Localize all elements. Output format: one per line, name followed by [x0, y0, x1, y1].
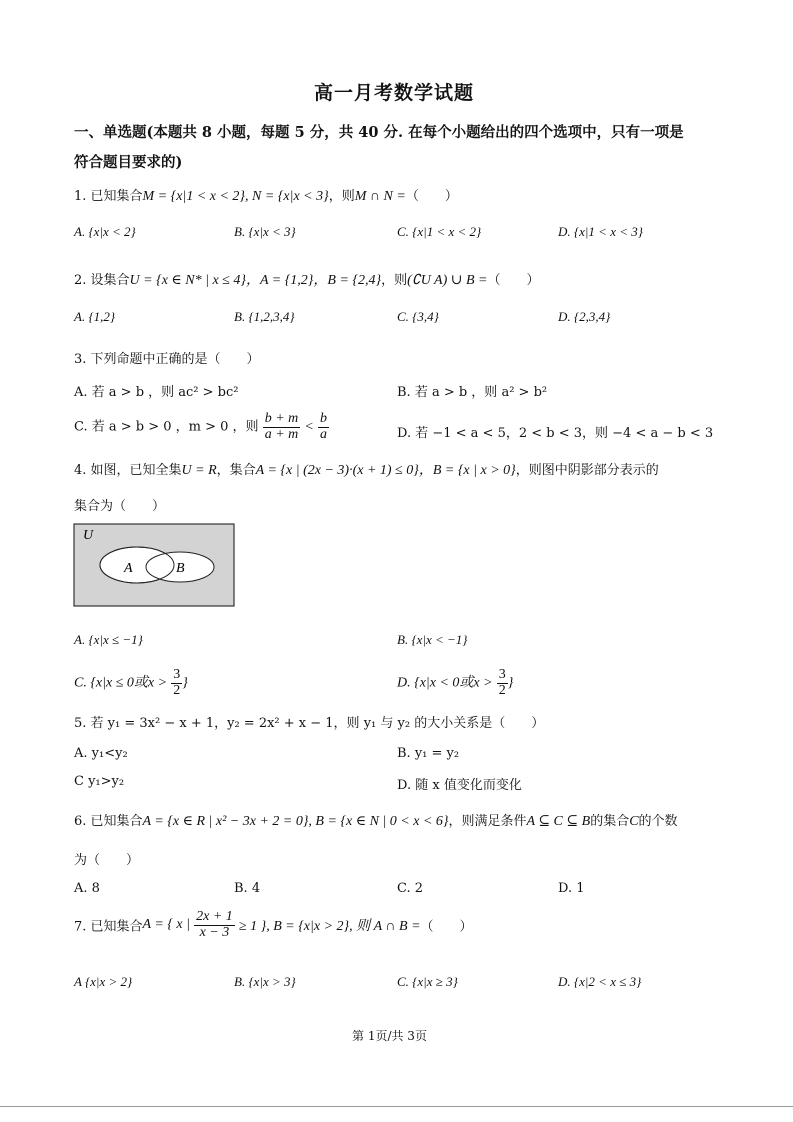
question-3-stem: 3. 下列命题中正确的是（ ）	[74, 352, 260, 367]
q2-paren: （ ）	[487, 273, 540, 288]
page-footer: 第 1页/共 3页	[352, 1029, 427, 1043]
section-heading-line1: 一、单选题(本题共 8 小题，每题 5 分，共 40 分. 在每个小题给出的四个选项中，只有一项是	[74, 124, 684, 141]
q1-option-b[interactable]: B. {x|x < 3}	[234, 224, 296, 239]
q3-c-fraction-1: $\frac{b + m}{a + m}$	[264, 411, 299, 442]
q6-end: 的个数	[638, 814, 678, 829]
question-4-stem-line1	[74, 459, 659, 479]
q6-math-c: C	[629, 814, 639, 829]
q1-mid: ，则	[328, 189, 355, 204]
q4-d-fraction: $\frac{3}{2}$	[498, 667, 506, 698]
q4-d-prefix: D. {x|x < 0或x >	[397, 675, 493, 691]
q2-math-expr: (∁U A) ∪ B =	[407, 273, 488, 288]
q6-math-condition: A ⊆ C ⊆ B	[526, 814, 591, 829]
q2-option-c[interactable]: C. {3,4}	[397, 309, 439, 324]
venn-label-b: B	[176, 561, 185, 576]
q7-paren: （ ）	[420, 919, 473, 935]
q4-mid: ，集合	[216, 463, 256, 478]
q6-option-b[interactable]: B. 4	[234, 881, 261, 896]
q1-math-sets: M = {x|1 < x < 2}, N = {x|x < 3}	[142, 189, 329, 204]
q3-option-b[interactable]: B. 若 a > b ，则 a² > b²	[397, 385, 548, 400]
venn-label-a: A	[124, 561, 133, 576]
q2-math-sets: U = {x ∈ N* | x ≤ 4}，A = {1,2}，B = {2,4}	[129, 273, 382, 288]
q7-prefix: 7. 已知集合	[74, 919, 143, 935]
question-6-stem-line2: 为（ ）	[74, 853, 140, 868]
q4-c-prefix: C. {x|x ≤ 0或x >	[74, 675, 168, 691]
q4-prefix: 4. 如图，已知全集	[74, 463, 182, 478]
venn-diagram	[73, 523, 235, 607]
q7-option-c[interactable]: C. {x|x ≥ 3}	[397, 974, 458, 989]
q2-mid: ，则	[381, 273, 408, 288]
q2-option-a[interactable]: A. {1,2}	[74, 309, 116, 324]
question-6-stem-line1	[74, 810, 678, 830]
q7-option-d[interactable]: D. {x|2 < x ≤ 3}	[558, 974, 642, 989]
q6-option-a[interactable]: A. 8	[74, 881, 100, 896]
q3-c-lt: <	[304, 419, 314, 435]
q5-option-b[interactable]: B. y₁ = y₂	[397, 746, 460, 761]
q6-mid: ，则满足条件	[448, 814, 527, 829]
q1-math-expr: M ∩ N =	[354, 189, 406, 204]
q5-option-a[interactable]: A. y₁<y₂	[74, 746, 128, 761]
q4-c-fraction: $\frac{3}{2}$	[173, 667, 181, 698]
q4-suffix: ，则图中阴影部分表示的	[515, 463, 659, 478]
question-4-stem-line2: 集合为（ ）	[74, 499, 166, 514]
q4-option-c[interactable]	[74, 668, 188, 698]
q7-math-post: ≥ 1 }, B = {x|x > 2}, 则 A ∩ B =	[238, 919, 421, 935]
q3-option-c[interactable]	[74, 412, 329, 442]
q6-option-d[interactable]: D. 1	[558, 881, 585, 896]
q4-math-sets: A = {x | (2x − 3)·(x + 1) ≤ 0}，B = {x | x > 0}	[255, 463, 516, 478]
q3-c-fraction-2: $\frac{b}{a}$	[320, 411, 327, 442]
q6-math-sets: A = {x ∈ R | x² − 3x + 2 = 0}, B = {x ∈ N | 0 < x < 6}	[142, 814, 449, 829]
q6-option-c[interactable]: C. 2	[397, 881, 424, 896]
q7-math-pre: A = { x |	[142, 917, 190, 933]
question-2-stem	[74, 269, 540, 289]
q4-d-close: }	[507, 675, 514, 691]
q7-option-b[interactable]: B. {x|x > 3}	[234, 974, 296, 989]
question-5-stem: 5. 若 y₁ = 3x² − x + 1，y₂ = 2x² + x − 1，则 y₁ 与 y₂ 的大小关系是（ ）	[74, 716, 545, 731]
q4-math-universe: U = R	[181, 463, 217, 478]
bottom-divider	[0, 1106, 793, 1107]
q1-option-c[interactable]: C. {x|1 < x < 2}	[397, 224, 482, 239]
q4-c-close: }	[182, 675, 188, 691]
q5-option-d[interactable]: D. 随 x 值变化而变化	[397, 778, 522, 793]
q2-prefix: 2. 设集合	[74, 273, 130, 288]
q2-option-d[interactable]: D. {2,3,4}	[558, 309, 611, 324]
question-1-stem	[74, 185, 458, 205]
question-7-stem	[74, 910, 473, 940]
q3-option-d[interactable]: D. 若 −1 < a < 5，2 < b < 3，则 −4 < a − b < 3	[397, 426, 714, 441]
venn-label-u: U	[83, 528, 94, 543]
q4-option-b[interactable]: B. {x|x < −1}	[397, 632, 468, 647]
q6-suffix: 的集合	[590, 814, 630, 829]
q3-option-a[interactable]: A. 若 a > b ，则 ac² > bc²	[74, 385, 239, 400]
q4-option-d[interactable]	[397, 668, 513, 698]
q3-c-prefix: C. 若 a > b > 0 ，m > 0 ，则	[74, 419, 259, 435]
q1-option-d[interactable]: D. {x|1 < x < 3}	[558, 224, 643, 239]
q1-prefix: 1. 已知集合	[74, 189, 143, 204]
page-title: 高一月考数学试题	[314, 82, 475, 104]
q7-option-a[interactable]: A {x|x > 2}	[74, 974, 133, 989]
q7-fraction: $\frac{2x + 1}{x - 3}$	[196, 909, 233, 940]
q2-option-b[interactable]: B. {1,2,3,4}	[234, 309, 295, 324]
q4-option-a[interactable]: A. {x|x ≤ −1}	[74, 632, 143, 647]
q5-option-c[interactable]: C y₁>y₂	[74, 774, 125, 789]
q1-option-a[interactable]: A. {x|x < 2}	[74, 224, 136, 239]
section-heading-line2: 符合题目要求的)	[74, 154, 183, 171]
q6-prefix: 6. 已知集合	[74, 814, 143, 829]
q1-paren: （ ）	[405, 189, 458, 204]
